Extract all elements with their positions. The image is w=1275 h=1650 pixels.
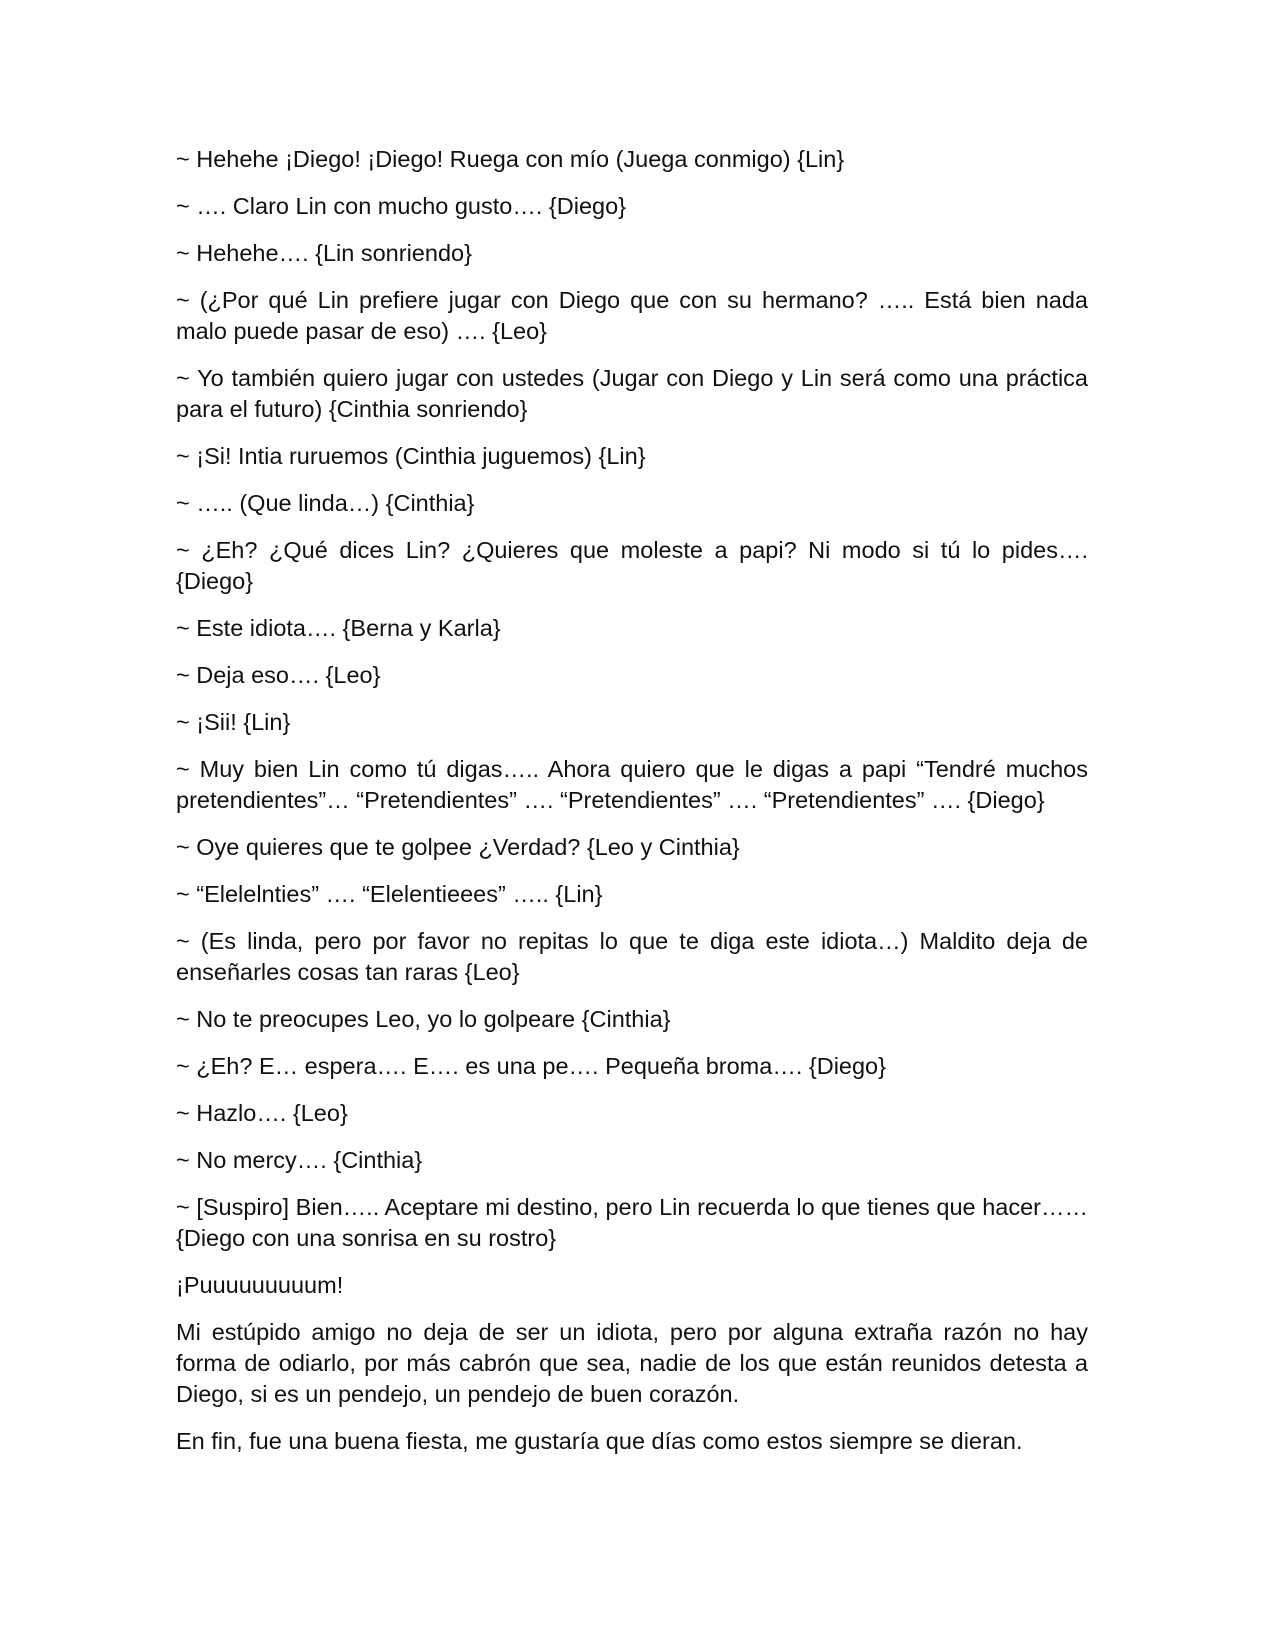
sound-effect-line: ¡Puuuuuuuuum! — [176, 1272, 344, 1298]
dialogue-line: ~ (Es linda, pero por favor no repitas lo que te diga este idiota…) Maldito deja de enseñarles cosas tan raras {Leo} — [176, 928, 1088, 985]
dialogue-line: ~ Hazlo…. {Leo} — [176, 1100, 348, 1126]
dialogue-line: ~ Hehehe ¡Diego! ¡Diego! Ruega con mío (Juega conmigo) {Lin} — [176, 146, 845, 172]
dialogue-line: ~ ¿Eh? E… espera…. E…. es una pe…. Pequeña broma…. {Diego} — [176, 1053, 886, 1079]
dialogue-line: ~ [Suspiro] Bien….. Aceptare mi destino, pero Lin recuerda lo que tienes que hacer…… {Diego con una sonrisa en su rostro} — [176, 1194, 1088, 1251]
dialogue-line: ~ ¡Si! Intia ruruemos (Cinthia juguemos) {Lin} — [176, 443, 646, 469]
dialogue-line: ~ ….. (Que linda…) {Cinthia} — [176, 490, 475, 516]
dialogue-line: ~ ¿Eh? ¿Qué dices Lin? ¿Quieres que moleste a papi? Ni modo si tú lo pides…. {Diego} — [176, 537, 1088, 594]
dialogue-line: ~ ¡Sii! {Lin} — [176, 709, 291, 735]
narration-paragraph: Mi estúpido amigo no deja de ser un idiota, pero por alguna extraña razón no hay forma de odiarlo, por más cabrón que sea, nadie de los que están reunidos detesta a Diego, si es un pendejo, un pendejo de buen corazón. — [176, 1319, 1088, 1407]
dialogue-line: ~ No te preocupes Leo, yo lo golpeare {Cinthia} — [176, 1006, 671, 1032]
dialogue-line: ~ Hehehe…. {Lin sonriendo} — [176, 240, 472, 266]
dialogue-line: ~ Deja eso…. {Leo} — [176, 662, 381, 688]
dialogue-line: ~ …. Claro Lin con mucho gusto…. {Diego} — [176, 193, 627, 219]
dialogue-line: ~ Muy bien Lin como tú digas….. Ahora quiero que le digas a papi “Tendré muchos pretendientes”… “Pretendientes” …. “Pretendientes” …. “Pretendientes” …. {Diego} — [176, 756, 1088, 813]
dialogue-line: ~ (¿Por qué Lin prefiere jugar con Diego que con su hermano? ….. Está bien nada malo puede pasar de eso) …. {Leo} — [176, 287, 1088, 344]
dialogue-line: ~ No mercy…. {Cinthia} — [176, 1147, 423, 1173]
dialogue-line: ~ Este idiota…. {Berna y Karla} — [176, 615, 501, 641]
narration-paragraph: En fin, fue una buena fiesta, me gustaría que días como estos siempre se dieran. — [176, 1428, 1023, 1454]
dialogue-line: ~ Oye quieres que te golpee ¿Verdad? {Leo y Cinthia} — [176, 834, 740, 860]
dialogue-line: ~ “Elelelnties” …. “Elelentieees” ….. {Lin} — [176, 881, 603, 907]
document-page — [176, 144, 1088, 1473]
dialogue-line: ~ Yo también quiero jugar con ustedes (Jugar con Diego y Lin será como una práctica para el futuro) {Cinthia sonriendo} — [176, 365, 1088, 422]
